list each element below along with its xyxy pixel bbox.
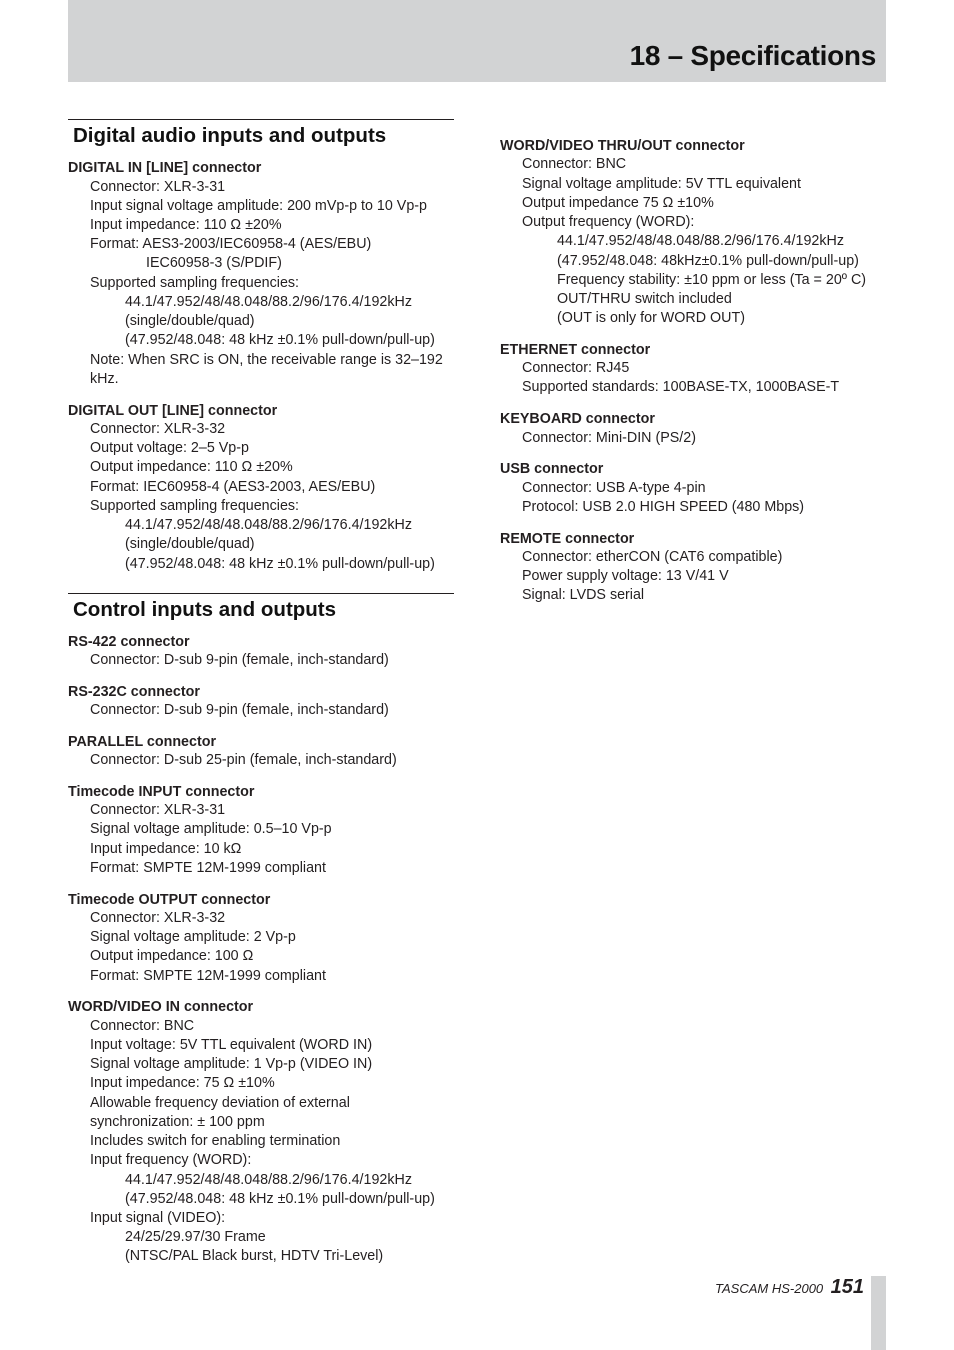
spec-line: (single/double/quad): [125, 313, 255, 329]
spec-line: Connector: XLR-3-32: [90, 910, 226, 926]
chapter-header-band: [68, 0, 886, 82]
spec-line: Format: IEC60958-4 (AES3-2003, AES/EBU): [90, 479, 376, 495]
spec-heading: REMOTE connector: [500, 531, 635, 547]
spec-line: Format: SMPTE 12M-1999 compliant: [90, 860, 326, 876]
spec-line: Output impedance: 110 Ω ±20%: [90, 459, 293, 475]
section-title-digital: Digital audio inputs and outputs: [68, 119, 454, 148]
spec-line: Input frequency (WORD):: [90, 1152, 252, 1168]
spec-line: Connector: XLR-3-32: [90, 421, 226, 437]
spec-line: Output frequency (WORD):: [522, 214, 695, 230]
spec-line: kHz.: [90, 371, 119, 387]
spec-line: (47.952/48.048: 48 kHz ±0.1% pull-down/pull-up): [125, 332, 435, 348]
spec-line: Input impedance: 110 Ω ±20%: [90, 217, 282, 233]
spec-line: Format: AES3-2003/IEC60958-4 (AES/EBU): [90, 236, 372, 252]
spec-heading: KEYBOARD connector: [500, 411, 655, 427]
spec-heading: WORD/VIDEO IN connector: [68, 999, 254, 1015]
section-title-control: Control inputs and outputs: [68, 593, 454, 622]
spec-line: 44.1/47.952/48/48.048/88.2/96/176.4/192kHz: [125, 294, 412, 310]
spec-line: Supported standards: 100BASE-TX, 1000BASE-T: [522, 379, 840, 395]
spec-line: Output impedance: 100 Ω: [90, 948, 254, 964]
spec-line: IEC60958-3 (S/PDIF): [146, 255, 282, 271]
spec-line: Input voltage: 5V TTL equivalent (WORD IN): [90, 1037, 373, 1053]
spec-heading: ETHERNET connector: [500, 342, 651, 358]
spec-line: Connector: XLR-3-31: [90, 802, 226, 818]
spec-line: (47.952/48.048: 48kHz±0.1% pull-down/pull-up): [557, 253, 859, 269]
spec-line: Output impedance 75 Ω ±10%: [522, 195, 714, 211]
spec-line: Protocol: USB 2.0 HIGH SPEED (480 Mbps): [522, 499, 805, 515]
spec-line: Connector: USB A-type 4-pin: [522, 480, 706, 496]
spec-line: Input signal (VIDEO):: [90, 1210, 226, 1226]
spec-line: Connector: etherCON (CAT6 compatible): [522, 549, 783, 565]
spec-line: OUT/THRU switch included: [557, 291, 732, 307]
spec-line: (NTSC/PAL Black burst, HDTV Tri-Level): [125, 1248, 384, 1264]
spec-heading: USB connector: [500, 461, 604, 477]
spec-line: Note: When SRC is ON, the receivable range is 32–192: [90, 352, 443, 368]
spec-line: 44.1/47.952/48/48.048/88.2/96/176.4/192kHz: [125, 1172, 412, 1188]
spec-line: Connector: Mini-DIN (PS/2): [522, 430, 696, 446]
spec-line: Allowable frequency deviation of external: [90, 1095, 350, 1111]
spec-line: Signal voltage amplitude: 2 Vp-p: [90, 929, 296, 945]
spec-line: Connector: D-sub 9-pin (female, inch-standard): [90, 702, 389, 718]
spec-line: Power supply voltage: 13 V/41 V: [522, 568, 729, 584]
spec-line: 44.1/47.952/48/48.048/88.2/96/176.4/192kHz: [125, 517, 412, 533]
spec-line: 44.1/47.952/48/48.048/88.2/96/176.4/192kHz: [557, 233, 844, 249]
spec-line: Connector: D-sub 9-pin (female, inch-standard): [90, 652, 389, 668]
footer-tab-bar: [871, 1276, 886, 1350]
spec-heading: RS-232C connector: [68, 684, 200, 700]
spec-line: Input signal voltage amplitude: 200 mVp-p to 10 Vp-p: [90, 198, 427, 214]
spec-heading: DIGITAL IN [LINE] connector: [68, 160, 262, 176]
spec-line: (47.952/48.048: 48 kHz ±0.1% pull-down/pull-up): [125, 556, 435, 572]
spec-line: Connector: BNC: [90, 1018, 195, 1034]
spec-heading: DIGITAL OUT [LINE] connector: [68, 403, 278, 419]
spec-line: (OUT is only for WORD OUT): [557, 310, 745, 326]
spec-line: 24/25/29.97/30 Frame: [125, 1229, 266, 1245]
spec-line: Output voltage: 2–5 Vp-p: [90, 440, 249, 456]
spec-line: Signal voltage amplitude: 1 Vp-p (VIDEO IN): [90, 1056, 373, 1072]
spec-line: Supported sampling frequencies:: [90, 275, 300, 291]
page-footer: [715, 1276, 864, 1299]
spec-line: Supported sampling frequencies:: [90, 498, 300, 514]
spec-line: (47.952/48.048: 48 kHz ±0.1% pull-down/pull-up): [125, 1191, 435, 1207]
spec-line: Signal voltage amplitude: 0.5–10 Vp-p: [90, 821, 332, 837]
spec-line: Connector: RJ45: [522, 360, 630, 376]
spec-line: synchronization: ± 100 ppm: [90, 1114, 265, 1130]
spec-line: Frequency stability: ±10 ppm or less (Ta = 20º C): [557, 272, 867, 288]
spec-line: Signal voltage amplitude: 5V TTL equivalent: [522, 176, 801, 192]
spec-line: (single/double/quad): [125, 536, 255, 552]
spec-line: Connector: BNC: [522, 156, 627, 172]
spec-heading: Timecode INPUT connector: [68, 784, 255, 800]
spec-heading: PARALLEL connector: [68, 734, 217, 750]
footer-model-name: TASCAM HS-2000: [715, 1281, 824, 1296]
spec-line: Includes switch for enabling termination: [90, 1133, 341, 1149]
spec-heading: RS-422 connector: [68, 634, 190, 650]
spec-line: Input impedance: 75 Ω ±10%: [90, 1075, 275, 1091]
spec-line: Connector: XLR-3-31: [90, 179, 226, 195]
spec-heading: WORD/VIDEO THRU/OUT connector: [500, 138, 745, 154]
spec-line: Format: SMPTE 12M-1999 compliant: [90, 968, 326, 984]
spec-line: Input impedance: 10 kΩ: [90, 841, 242, 857]
spec-line: Connector: D-sub 25-pin (female, inch-standard): [90, 752, 397, 768]
chapter-title: 18 – Specifications: [629, 40, 876, 71]
spec-line: Signal: LVDS serial: [522, 587, 645, 603]
page-number: 151: [830, 1276, 864, 1298]
spec-heading: Timecode OUTPUT connector: [68, 892, 271, 908]
